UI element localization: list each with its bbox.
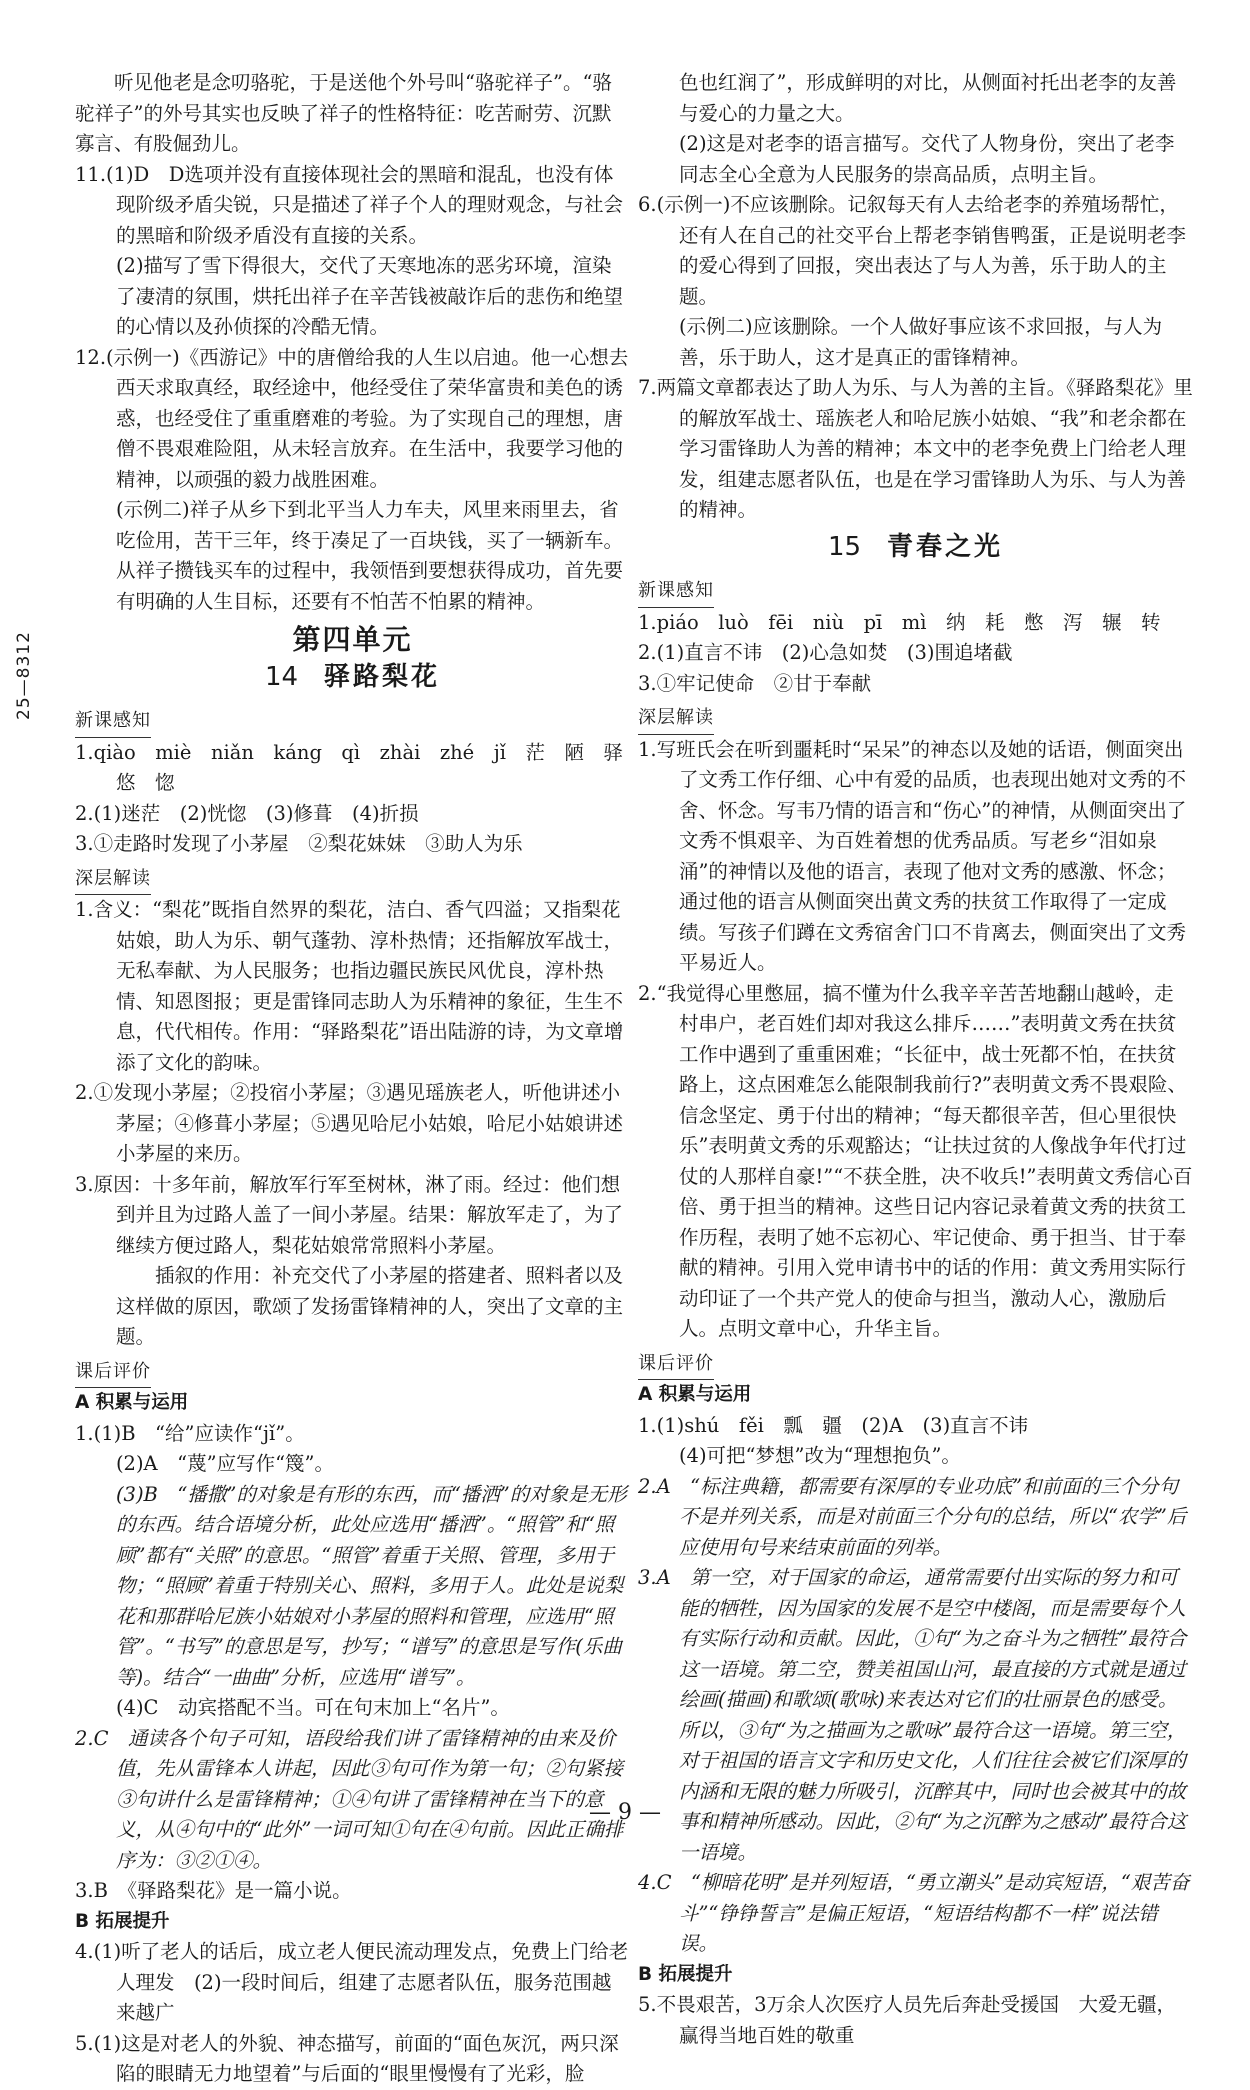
answer-d3b: 插叙的作用：补充交代了小茅屋的搭建者、照料者以及这样做的原因，歌颂了发扬雷锋精神的人，突出了文章的主题。 [115, 1264, 623, 1348]
section-heading: 深层解读 [75, 864, 151, 896]
lesson-title [75, 662, 630, 693]
answer-d2: 2.“我觉得心里憋屈，搞不懂为什么我辛辛苦苦地翻山越岭，走村串户，老百姓们却对我这么排斥……”表明黄文秀在扶贫工作中遇到了重重困难；“长征中，战士死都不怕，在扶贫路上，这点困难怎么能限制我前行?”表明黄文秀不畏艰险、信念坚定、勇于付出的精神；“每天都很辛苦，但心里很快乐”表明黄文秀的乐观豁达；“让扶过贫的人像战争年代打过仗的人那样自豪!”“不获全胜，决不收兵!”表明黄文秀信心百倍、勇于担当的精神。这些日记内容记录着黄文秀的扶贫工作历程，表明了她不忘初心、牢记使命、勇于担当、甘于奉献的精神。引用入党申请书中的话的作用：黄文秀用实际行动印证了一个共产党人的使命与担当，激动人心，激励后人。点明文章中心，升华主旨。 [638, 981, 1193, 1340]
answer-k3: 3.①牢记使命 ②甘于奉献 [638, 671, 872, 695]
lesson-title [638, 532, 1193, 563]
answer-b5: 5.不畏艰苦，3万余人次医疗人员先后奔赴受援国 大爱无疆，赢得当地百姓的敬重 [638, 1993, 1177, 2047]
answer-a1b: (4)可把“梦想”改为“理想抱负”。 [678, 1444, 961, 1467]
subsection-a: A 积累与运用 [638, 1384, 752, 1405]
answer-d1: 1.含义：“梨花”既指自然界的梨花，洁白、香气四溢；又指梨花姑娘，助人为乐、朝气蓬勃、淳朴热情；还指解放军战士，无私奉献、为人民服务；也指边疆民族民风优良，淳朴热情、知恩图报；更是雷锋同志助人为乐精神的象征，生生不息，代代相传。作用：“驿路梨花”语出陆游的诗，为文章增添了文化的韵味。 [75, 898, 624, 1074]
answer-a1d: (4)C 动宾搭配不当。可在句末加上“名片”。 [115, 1696, 510, 1719]
side-code: 25—8312 [14, 631, 34, 720]
paragraph: 听见他老是念叨骆驼，于是送他个外号叫“骆驼祥子”。“骆驼祥子”的外号其实也反映了祥子的性格特征：吃苦耐劳、沉默寡言、有股倔劲儿。 [75, 71, 612, 155]
answer-11-2: (2)描写了雪下得很大，交代了天寒地冻的恶劣环境，渲染了凄清的氛围，烘托出祥子在辛苦钱被敲诈后的悲伤和绝望的心情以及孙侦探的冷酷无情。 [115, 254, 623, 338]
section-heading: 新课感知 [75, 706, 151, 738]
right-column [638, 68, 1193, 2051]
answer-k1: 1.piáo luò fēi niù pī mì 纳 耗 憋 泻 辗 转 [638, 610, 1161, 634]
answer-k2: 2.(1)迷茫 (2)恍惚 (3)修葺 (4)折损 [75, 801, 419, 825]
answer-5-2: (2)这是对老李的语言描写。交代了人物身份，突出了老李同志全心全意为人民服务的崇高品质，点明主旨。 [678, 132, 1175, 186]
answer-6b: (示例二)应该删除。一个人做好事应该不求回报，与人为善，乐于助人，这才是真正的雷锋精神。 [678, 315, 1163, 369]
answer-b5: 5.(1)这是对老人的外貌、神态描写，前面的“面色灰沉，两只深陷的眼睛无力地望着”与后面的“眼里慢慢有了光彩，脸 [75, 2031, 619, 2085]
answer-a1c: (3)B “播撒”的对象是有形的东西，而“播洒”的对象是无形的东西。结合语境分析，此处应选用“播洒”。“照管”和“照顾”都有“关照”的意思。“照管”着重于关照、管理，多用于物；“照顾”着重于特别关心、照料，多用于人。此处是说梨花和那群哈尼族小姑娘对小茅屋的照料和管理，应选用“照管”。“书写”的意思是写，抄写；“谱写”的意思是写作(乐曲等)。结合“一曲曲”分析，应选用“谱写”。 [115, 1482, 627, 1689]
answer-12: 12.(示例一)《西游记》中的唐僧给我的人生以启迪。他一心想去西天求取真经，取经途中，他经受住了荣华富贵和美色的诱惑，也经受住了重重磨难的考验。为了实现自己的理想，唐僧不畏艰难险阻，从未轻言放弃。在生活中，我要学习他的精神，以顽强的毅力战胜困难。 [75, 345, 629, 491]
left-column [75, 68, 643, 2090]
answer-11: 11.(1)D D选项并没有直接体现社会的黑暗和混乱，也没有体现阶级矛盾尖锐，只是描述了祥子个人的理财观念，与社会的黑暗和阶级矛盾没有直接的关系。 [75, 162, 623, 247]
answer-k1: 1.qiào miè niǎn káng qì zhài zhé jǐ 茫 陋 驿 悠 惚 [75, 740, 643, 794]
answer-d2: 2.①发现小茅屋；②投宿小茅屋；③遇见瑶族老人，听他讲述小茅屋；④修葺小茅屋；⑤遇见哈尼小姑娘，哈尼小姑娘讲述小茅屋的来历。 [75, 1081, 623, 1165]
answer-d3: 3.原因：十多年前，解放军行军至树林，淋了雨。经过：他们想到并且为过路人盖了一间小茅屋。结果：解放军走了，为了继续方便过路人，梨花姑娘常常照料小茅屋。 [75, 1172, 623, 1257]
subsection-b: B 拓展提升 [638, 1963, 733, 1985]
unit-title: 第四单元 [292, 623, 413, 656]
answer-a1: 1.(1)B “给”应读作“jǐ”。 [75, 1421, 305, 1445]
answer-a4: 4.C “柳暗花明”是并列短语，“勇立潮头”是动宾短语，“艰苦奋斗”“铮铮誓言”是偏正短语，“短语结构都不一样”说法错误。 [638, 1871, 1190, 1955]
answer-a3: 3.A 第一空，对于国家的命运，通常需要付出实际的努力和可能的牺牲，因为国家的发展不是空中楼阁，而是需要每个人有实际行动和贡献。因此，①句“为之奋斗为之牺牲”最符合这一语境。第二空，赞美祖国山河，最直接的方式就是通过绘画(描画)和歌颂(歌咏)来表达对它们的壮丽景色的感受。所以，③句“为之描画为之歌咏”最符合这一语境。第三空，对于祖国的语言文字和历史文化，人们往往会被它们深厚的内涵和无限的魅力所吸引，沉醉其中，同时也会被其中的故事和精神所感动。因此，②句“为之沉醉为之感动”最符合这一语境。 [638, 1566, 1187, 1864]
answer-a1b: (2)A “蔑”应写作“篾”。 [115, 1452, 335, 1475]
subsection-a: A 积累与运用 [75, 1392, 189, 1413]
lesson-name: 驿路梨花 [324, 661, 441, 692]
answer-6: 6.(示例一)不应该删除。记叙每天有人去给老李的养殖场帮忙，还有人在自己的社交平台上帮老李销售鸭蛋，正是说明老李的爱心得到了回报，突出表达了与人为善，乐于助人的主题。 [638, 193, 1186, 308]
section-heading: 课后评价 [75, 1357, 151, 1389]
answer-12-b: (示例二)祥子从乡下到北平当人力车夫，风里来雨里去，省吃俭用，苦干三年，终于凑足了一百块钱，买了一辆新车。从祥子攒钱买车的过程中，我领悟到要想获得成功，首先要有明确的人生目标，还要有不怕苦不怕累的精神。 [115, 498, 623, 613]
paragraph: 色也红润了”，形成鲜明的对比，从侧面衬托出老李的友善与爱心的力量之大。 [678, 71, 1177, 125]
answer-k3: 3.①走路时发现了小茅屋 ②梨花妹妹 ③助人为乐 [75, 832, 523, 855]
lesson-number: 15 [827, 531, 862, 562]
section-heading: 课后评价 [638, 1349, 714, 1381]
answer-a2: 2.A “标注典籍，都需要有深厚的专业功底”和前面的三个分句不是并列关系，而是对前面三个分句的总结，所以“农学”后应使用句号来结束前面的列举。 [638, 1474, 1187, 1559]
page-number: — 9 — [589, 1800, 661, 1825]
answer-a3: 3.B 《驿路梨花》是一篇小说。 [75, 1879, 352, 1902]
subsection-b: B 拓展提升 [75, 1910, 170, 1932]
answer-a2: 2.C 通读各个句子可知，语段给我们讲了雷锋精神的由来及价值，先从雷锋本人讲起，因此③句可作为第一句；②句紧接③句讲什么是雷锋精神；①④句讲了雷锋精神在当下的意义，从④句中的“此外”一词可知①句在④句前。因此正确排序为：③②①④。 [75, 1726, 624, 1872]
lesson-number: 14 [264, 661, 299, 692]
answer-b4: 4.(1)听了老人的话后，成立老人便民流动理发点，免费上门给老人理发 (2)一段时间后，组建了志愿者队伍，服务范围越来越广 [75, 1940, 629, 2024]
section-heading: 深层解读 [638, 703, 714, 735]
answer-a1: 1.(1)shú fěi 瓢 疆 (2)A (3)直言不讳 [638, 1413, 1029, 1437]
answer-7: 7.两篇文章都表达了助人为乐、与人为善的主旨。《驿路梨花》里的解放军战士、瑶族老人和哈尼族小姑娘、“我”和老余都在学习雷锋助人为善的精神；本文中的老李免费上门给老人理发，组建志愿者队伍，也是在学习雷锋助人为乐、与人为善的精神。 [638, 376, 1193, 521]
answer-d1: 1.写班氏会在听到噩耗时“呆呆”的神态以及她的话语，侧面突出了文秀工作仔细、心中有爱的品质，也表现出她对文秀的不舍、怀念。写韦乃情的语言和“伤心”的神情，从侧面突出了文秀不惧艰辛、为百姓着想的优秀品质。写老乡“泪如泉涌”的神情以及他的语言，表现了他对文秀的感激、怀念；通过他的语言从侧面突出黄文秀的扶贫工作取得了一定成绩。写孩子们蹲在文秀宿舍门口不肯离去，侧面突出了文秀平易近人。 [638, 737, 1187, 974]
answer-k2: 2.(1)直言不讳 (2)心急如焚 (3)围追堵截 [638, 641, 1013, 664]
section-heading: 新课感知 [638, 576, 714, 608]
lesson-name: 青春之光 [887, 531, 1004, 562]
